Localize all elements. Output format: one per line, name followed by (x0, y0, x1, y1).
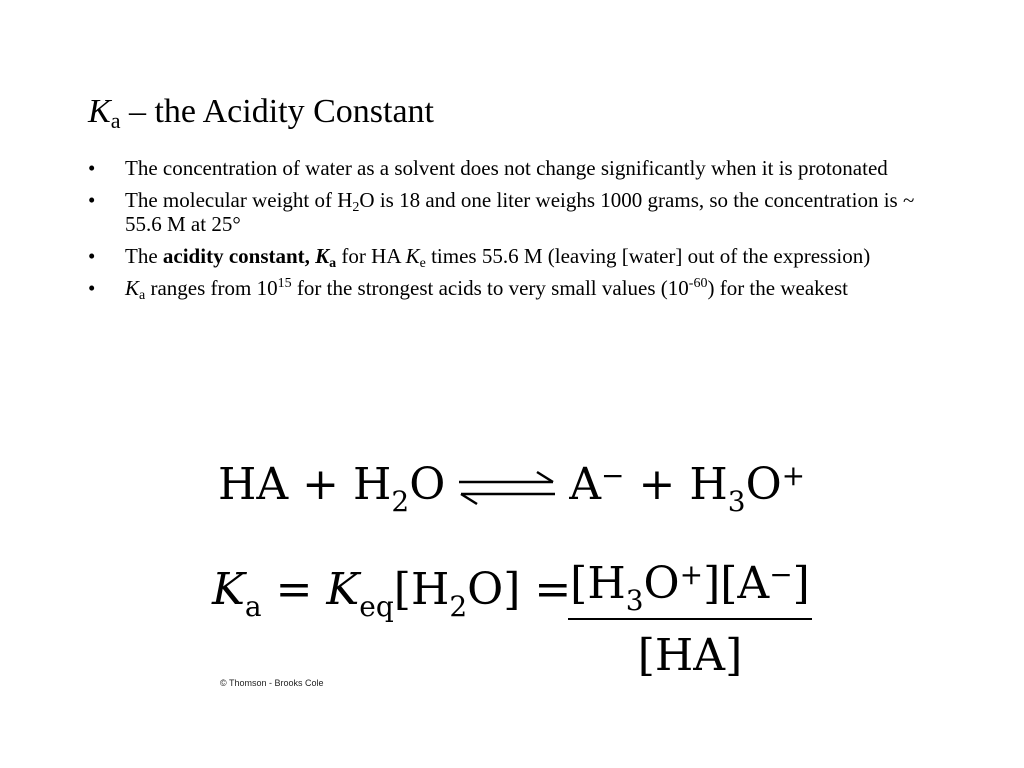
bullet-item-3 (88, 244, 938, 271)
num-part-1: [H (570, 558, 626, 609)
bullet-marker: • (88, 244, 96, 268)
equilibrium-equation (218, 455, 806, 518)
eq1-subscript-3: 3 (727, 485, 746, 518)
bullet-3-k2-subscript: e (419, 256, 426, 271)
bullet-4-text-c: ) for the weakest (707, 276, 848, 300)
bullet-3-bold-term: acidity constant, (162, 244, 316, 268)
bullet-3-k2-symbol: K (405, 244, 420, 268)
bullet-3-text-b: for HA (336, 244, 406, 268)
bullet-item-2 (88, 188, 938, 236)
bullet-4-text-a: ranges from 10 (145, 276, 278, 300)
eq1-products-mid: + H (624, 459, 728, 510)
eq1-subscript-2: 2 (391, 485, 410, 518)
bullet-4-k-symbol: K (125, 276, 140, 300)
slide-title (88, 92, 434, 132)
title-text: – the Acidity Constant (120, 93, 434, 130)
bullet-item-4 (88, 276, 938, 303)
bullet-3-text-c: times 55.6 M (leaving [water] out of the expression) (425, 244, 871, 268)
bullet-3-text-a: The (125, 244, 163, 268)
eq1-anion-charge: − (601, 459, 625, 492)
eq2-water-bracket: [H (393, 564, 450, 615)
eq1-cation-charge: + (781, 459, 806, 492)
eq1-reactants-end: O (409, 459, 446, 510)
bullet-2-text-b: O is 18 and one liter weighs 1000 grams, so the concentration is ~ 55.6 M at 25° (125, 188, 915, 236)
eq2-water-bracket-end: O] = (467, 564, 572, 615)
eq1-products-end: O (745, 459, 782, 510)
bullet-2-text-a: The molecular weight of H (125, 188, 353, 212)
bullet-marker: • (88, 156, 96, 180)
equilibrium-arrows-icon (457, 468, 557, 508)
eq2-keq-symbol: K (326, 564, 360, 615)
bullet-list (88, 156, 938, 308)
eq2-water-subscript: 2 (449, 590, 468, 623)
num-part-2: O (643, 558, 680, 609)
bullet-marker: • (88, 188, 96, 212)
image-credit: © Thomson - Brooks Cole (220, 678, 324, 688)
eq2-k-symbol: K (212, 564, 245, 615)
bullet-1-text: The concentration of water as a solvent does not change significantly when it is protonated (125, 156, 888, 180)
ka-expression (212, 560, 572, 623)
bullet-item-1 (88, 156, 938, 180)
num-anion-charge: − (769, 558, 793, 591)
fraction-numerator (568, 558, 812, 617)
title-k-symbol: K (88, 93, 111, 130)
bullet-marker: • (88, 276, 96, 300)
bullet-3-k-subscript: a (329, 256, 337, 271)
fraction-bar (568, 618, 812, 620)
eq1-reactants: HA + H (218, 459, 392, 510)
bullet-4-text-b: for the strongest acids to very small values (10 (291, 276, 689, 300)
num-cation-charge: + (679, 558, 704, 591)
eq1-products: A (569, 459, 602, 510)
bullet-2-subscript: 2 (352, 200, 360, 215)
num-part-3: ][A (703, 558, 770, 609)
title-k-subscript: a (110, 108, 121, 133)
bullet-4-exponent-2: -60 (688, 276, 708, 291)
eq2-k-subscript: a (244, 590, 262, 623)
bullet-4-exponent-1: 15 (277, 276, 292, 291)
bullet-4-k-subscript: a (139, 288, 146, 303)
num-part-4: ] (792, 558, 810, 609)
eq2-equals-1: = (261, 564, 327, 615)
num-subscript-3: 3 (625, 584, 644, 617)
eq2-keq-subscript: eq (359, 590, 394, 623)
fraction-denominator: [HA] (637, 630, 743, 681)
bullet-3-k-symbol: K (315, 244, 330, 268)
ka-fraction (568, 558, 812, 682)
